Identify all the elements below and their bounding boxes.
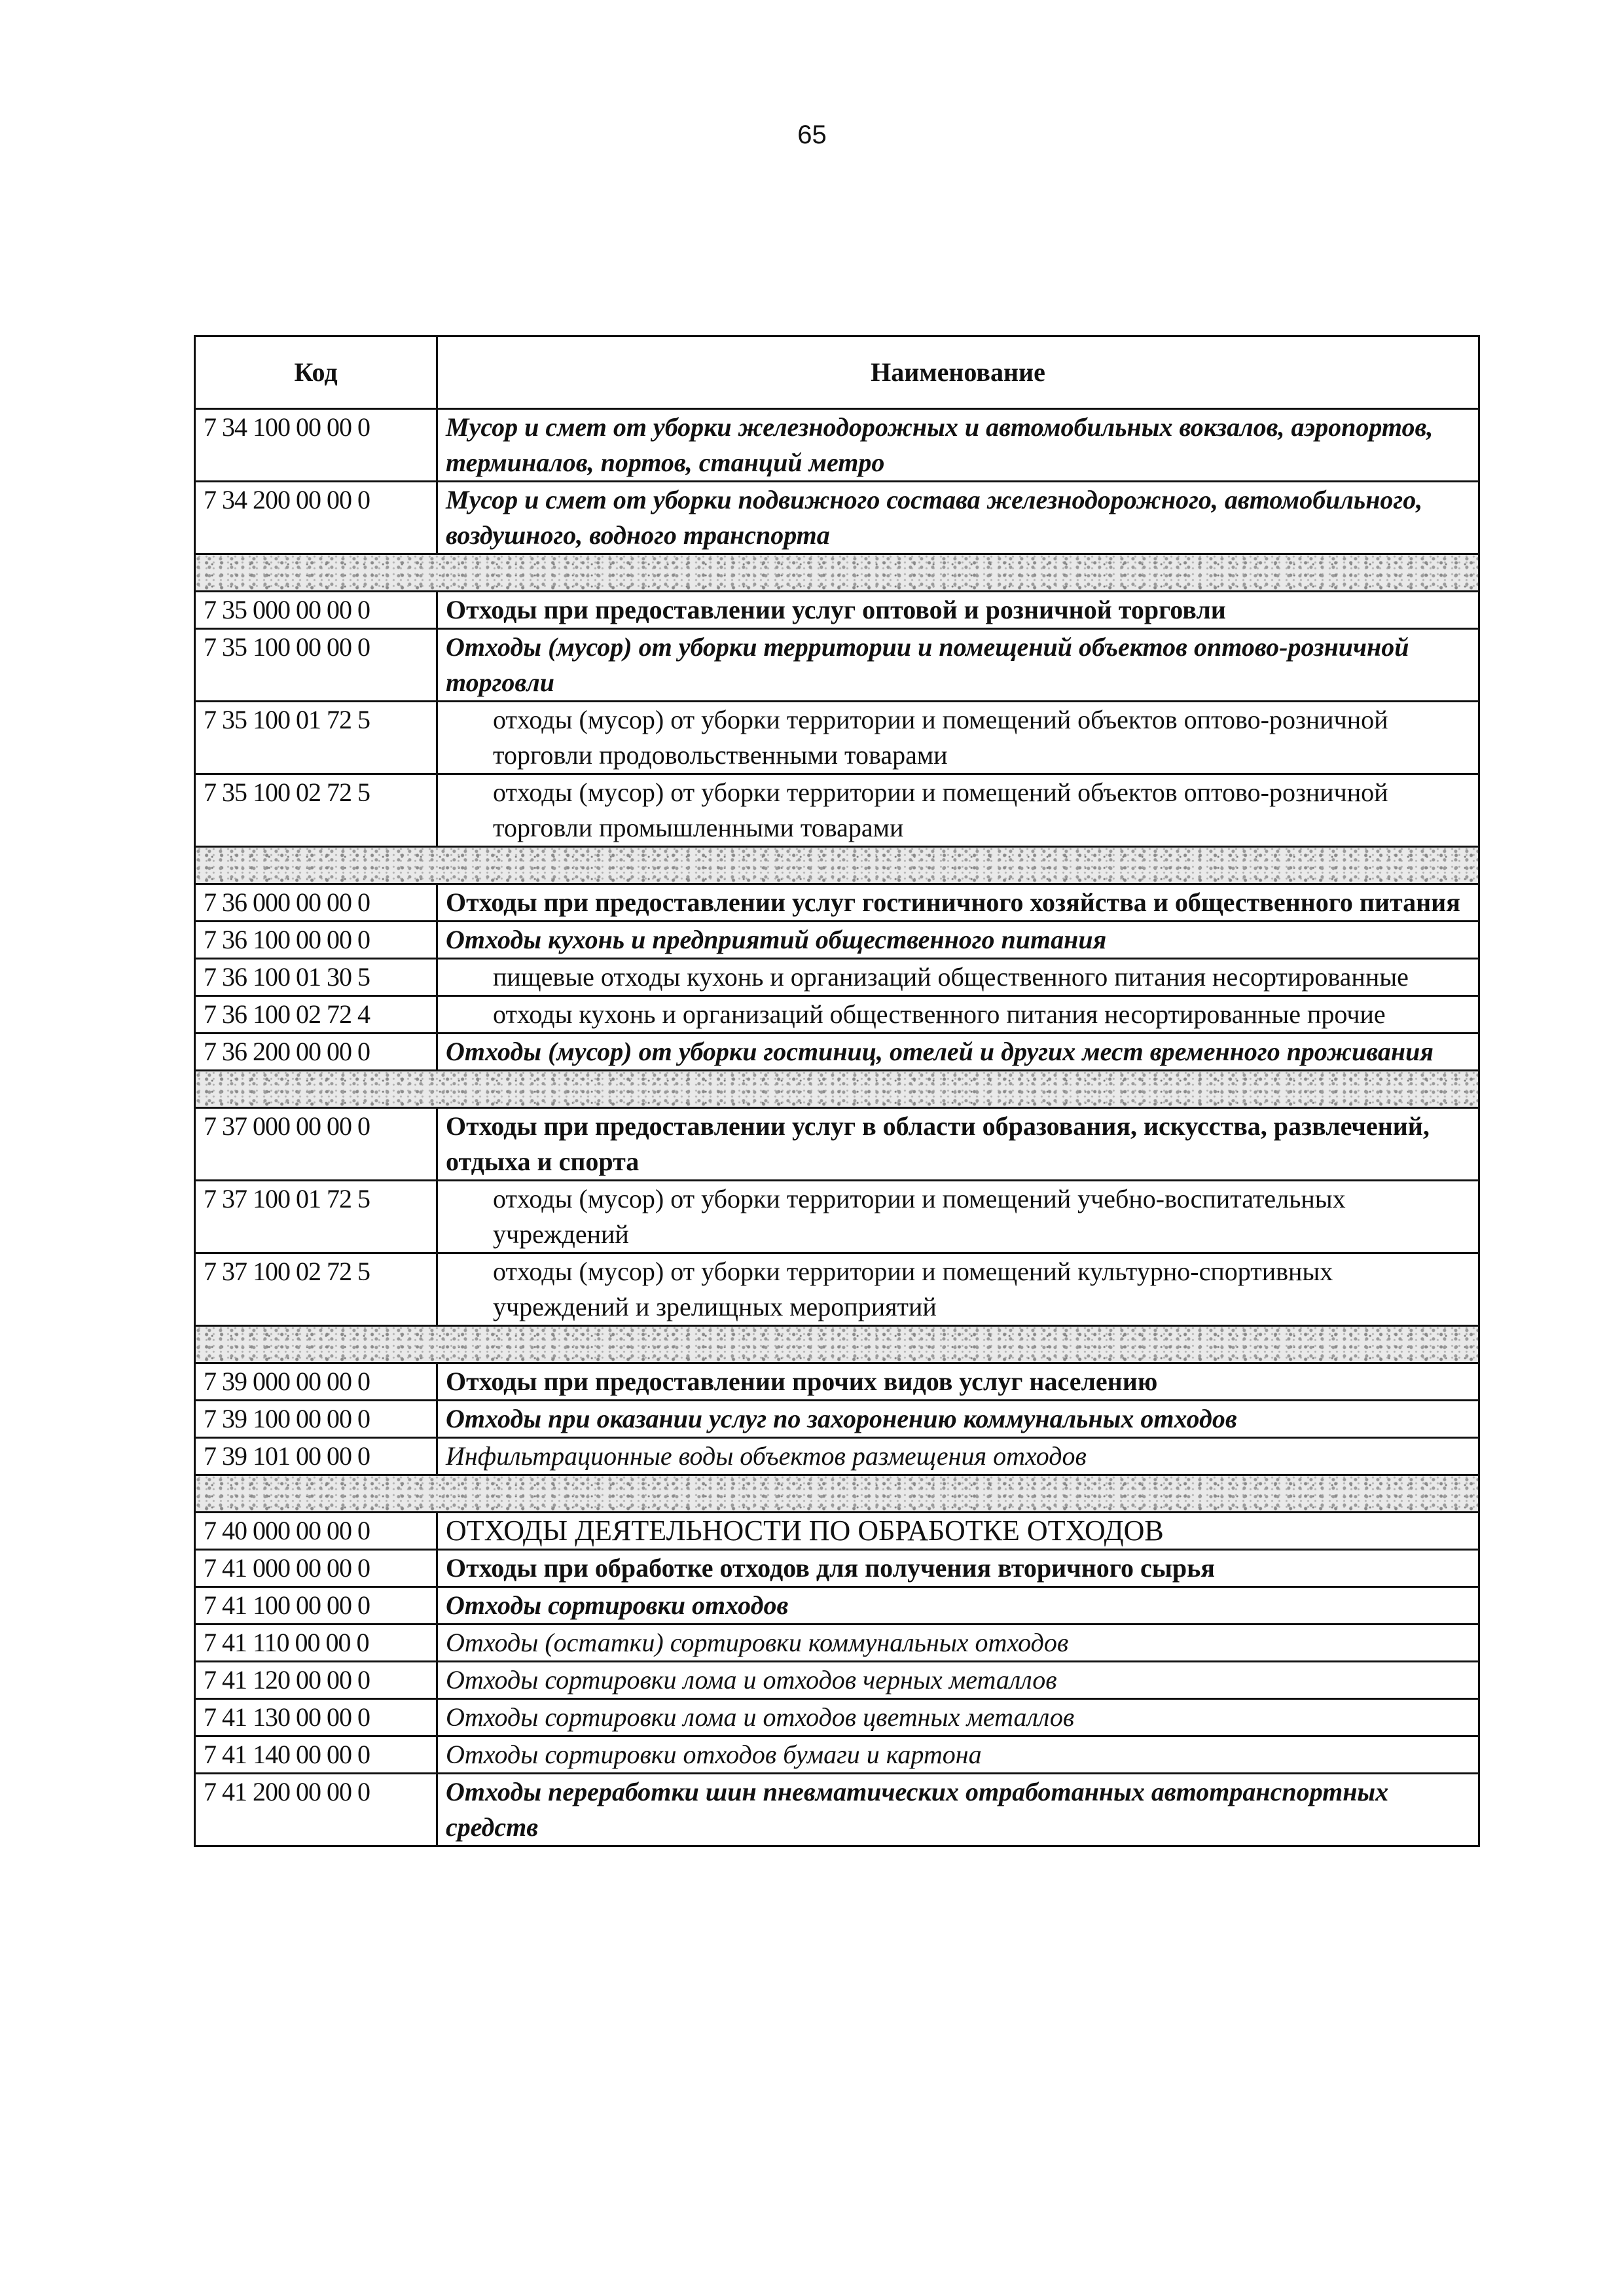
row-code: 7 41 000 00 00 0 <box>195 1550 437 1587</box>
row-code: 7 39 101 00 00 0 <box>195 1438 437 1475</box>
section-separator-row <box>195 1475 1479 1513</box>
table-row <box>195 1363 1479 1401</box>
table-row <box>195 1662 1479 1699</box>
header-name: Наименование <box>437 336 1479 409</box>
table-row <box>195 884 1479 922</box>
row-name: Отходы сортировки отходов бумаги и картона <box>437 1736 1479 1774</box>
row-name: Отходы при оказании услуг по захоронению коммунальных отходов <box>437 1401 1479 1438</box>
row-name: Отходы при предоставлении услуг гостиничного хозяйства и общественного питания <box>437 884 1479 922</box>
section-separator-row <box>195 1071 1479 1108</box>
row-name: Отходы при предоставлении услуг оптовой и розничной торговли <box>437 592 1479 629</box>
row-name: Отходы (остатки) сортировки коммунальных отходов <box>437 1624 1479 1662</box>
row-code: 7 36 000 00 00 0 <box>195 884 437 922</box>
table-row <box>195 1624 1479 1662</box>
table-row <box>195 922 1479 959</box>
table-body <box>195 409 1479 1846</box>
table-row <box>195 482 1479 554</box>
row-name: Отходы переработки шин пневматических отработанных автотранспортных средств <box>437 1774 1479 1846</box>
separator-cell <box>195 1326 1479 1363</box>
table-header-row <box>195 336 1479 409</box>
row-code: 7 34 200 00 00 0 <box>195 482 437 554</box>
waste-classification-table <box>194 335 1480 1847</box>
row-code: 7 35 100 01 72 5 <box>195 702 437 774</box>
header-code: Код <box>195 336 437 409</box>
table-row <box>195 592 1479 629</box>
row-name: Отходы при предоставлении услуг в области образования, искусства, развлечений, отдыха и спорта <box>437 1108 1479 1181</box>
row-name: Отходы сортировки отходов <box>437 1587 1479 1624</box>
separator-cell <box>195 1071 1479 1108</box>
separator-cell <box>195 847 1479 884</box>
table-row <box>195 1181 1479 1253</box>
row-name: Отходы сортировки лома и отходов черных металлов <box>437 1662 1479 1699</box>
row-name: Отходы при предоставлении прочих видов услуг населению <box>437 1363 1479 1401</box>
section-separator-row <box>195 847 1479 884</box>
row-code: 7 41 110 00 00 0 <box>195 1624 437 1662</box>
row-name: пищевые отходы кухонь и организаций общественного питания несортированные <box>437 959 1479 996</box>
table-row <box>195 1513 1479 1550</box>
table-row <box>195 1699 1479 1736</box>
table-row <box>195 1587 1479 1624</box>
table-row <box>195 1550 1479 1587</box>
row-name: Отходы кухонь и предприятий общественного питания <box>437 922 1479 959</box>
table-row <box>195 702 1479 774</box>
separator-cell <box>195 1475 1479 1513</box>
row-code: 7 41 120 00 00 0 <box>195 1662 437 1699</box>
row-name: отходы (мусор) от уборки территории и помещений культурно-спортивных учреждений и зрелищных мероприятий <box>437 1253 1479 1326</box>
row-name: отходы (мусор) от уборки территории и помещений учебно-воспитательных учреждений <box>437 1181 1479 1253</box>
row-code: 7 37 000 00 00 0 <box>195 1108 437 1181</box>
table-row <box>195 629 1479 702</box>
row-code: 7 34 100 00 00 0 <box>195 409 437 482</box>
row-code: 7 36 100 00 00 0 <box>195 922 437 959</box>
table-row <box>195 1108 1479 1181</box>
table-row <box>195 1438 1479 1475</box>
row-name: Отходы сортировки лома и отходов цветных металлов <box>437 1699 1479 1736</box>
table-row <box>195 1401 1479 1438</box>
row-code: 7 39 100 00 00 0 <box>195 1401 437 1438</box>
row-name: отходы (мусор) от уборки территории и помещений объектов оптово-розничной торговли промышленными товарами <box>437 774 1479 847</box>
row-name: отходы кухонь и организаций общественного питания несортированные прочие <box>437 996 1479 1033</box>
page-number: 65 <box>797 120 827 149</box>
row-name: Мусор и смет от уборки подвижного состава железнодорожного, автомобильного, воздушного, водного транспорта <box>437 482 1479 554</box>
row-code: 7 35 000 00 00 0 <box>195 592 437 629</box>
row-code: 7 39 000 00 00 0 <box>195 1363 437 1401</box>
row-code: 7 36 100 02 72 4 <box>195 996 437 1033</box>
row-code: 7 36 200 00 00 0 <box>195 1033 437 1071</box>
table-row <box>195 1033 1479 1071</box>
section-separator-row <box>195 1326 1479 1363</box>
row-code: 7 40 000 00 00 0 <box>195 1513 437 1550</box>
row-code: 7 35 100 00 00 0 <box>195 629 437 702</box>
table-row <box>195 774 1479 847</box>
row-name: Отходы при обработке отходов для получения вторичного сырья <box>437 1550 1479 1587</box>
row-code: 7 37 100 02 72 5 <box>195 1253 437 1326</box>
table-row <box>195 1253 1479 1326</box>
row-name: Отходы (мусор) от уборки территории и помещений объектов оптово-розничной торговли <box>437 629 1479 702</box>
row-code: 7 41 140 00 00 0 <box>195 1736 437 1774</box>
table-row <box>195 959 1479 996</box>
table-row <box>195 409 1479 482</box>
row-code: 7 36 100 01 30 5 <box>195 959 437 996</box>
table-row <box>195 1736 1479 1774</box>
row-code: 7 41 130 00 00 0 <box>195 1699 437 1736</box>
row-code: 7 35 100 02 72 5 <box>195 774 437 847</box>
separator-cell <box>195 554 1479 592</box>
row-name: ОТХОДЫ ДЕЯТЕЛЬНОСТИ ПО ОБРАБОТКЕ ОТХОДОВ <box>437 1513 1479 1550</box>
row-name: Отходы (мусор) от уборки гостиниц, отелей и других мест временного проживания <box>437 1033 1479 1071</box>
row-name: Мусор и смет от уборки железнодорожных и автомобильных вокзалов, аэропортов, терминалов, портов, станций метро <box>437 409 1479 482</box>
table-row <box>195 996 1479 1033</box>
row-code: 7 41 200 00 00 0 <box>195 1774 437 1846</box>
section-separator-row <box>195 554 1479 592</box>
row-code: 7 41 100 00 00 0 <box>195 1587 437 1624</box>
row-name: Инфильтрационные воды объектов размещения отходов <box>437 1438 1479 1475</box>
row-name: отходы (мусор) от уборки территории и помещений объектов оптово-розничной торговли продовольственными товарами <box>437 702 1479 774</box>
table-row <box>195 1774 1479 1846</box>
row-code: 7 37 100 01 72 5 <box>195 1181 437 1253</box>
